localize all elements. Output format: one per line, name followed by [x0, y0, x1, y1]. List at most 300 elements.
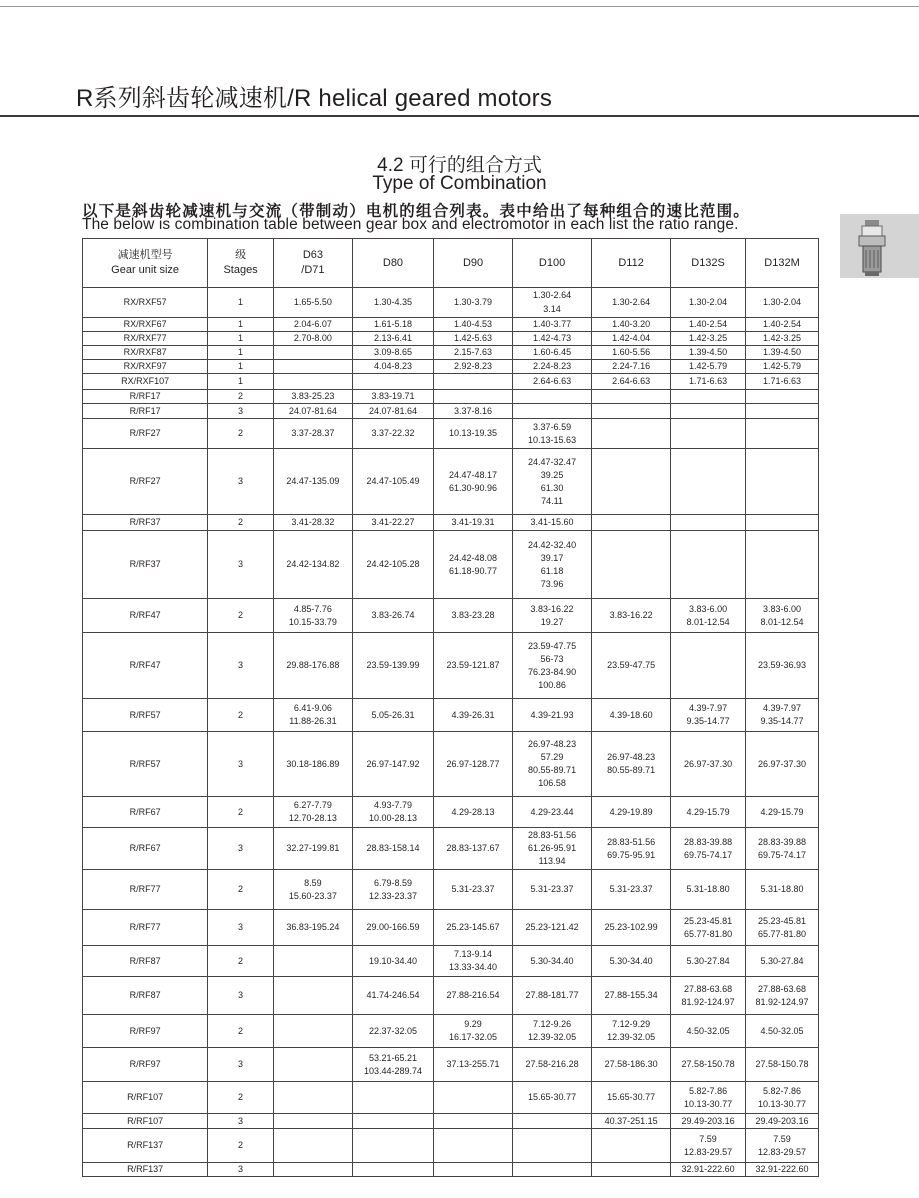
ratio-range: 22.37-32.05	[368, 1025, 417, 1036]
stages-cell: 1	[208, 318, 274, 332]
header-d100: D100	[513, 239, 592, 288]
stages-cell: 3	[208, 449, 274, 515]
ratio-range: 5.30-34.40	[609, 955, 653, 966]
gear-unit-cell: R/RF67	[83, 797, 208, 828]
ratio-cell	[592, 531, 671, 599]
header-stages-cn: 级	[235, 249, 247, 262]
ratio-range: 29.49-203.16	[755, 1115, 809, 1126]
gear-unit-cell: R/RF107	[83, 1082, 208, 1114]
ratio-range: 3.83-25.23	[291, 391, 335, 402]
ratio-cell	[671, 599, 746, 633]
stages-cell: 1	[208, 332, 274, 346]
ratio-cell	[434, 797, 513, 828]
ratio-range: 9.35-14.77	[760, 716, 804, 727]
ratio-range: 5.31-23.37	[609, 884, 653, 895]
ratio-range: 5.31-23.37	[451, 884, 495, 895]
ratio-cell	[746, 977, 819, 1015]
stages-cell: 2	[208, 599, 274, 633]
ratio-cell	[671, 1114, 746, 1129]
ratio-range: 27.88-216.54	[446, 990, 500, 1001]
ratio-range: 27.58-150.78	[755, 1059, 809, 1070]
ratio-cell	[513, 318, 592, 332]
table-row	[83, 797, 819, 828]
ratio-cell	[671, 1129, 746, 1163]
ratio-cell	[671, 977, 746, 1015]
ratio-range: 4.29-28.13	[451, 806, 495, 817]
ratio-cell	[434, 1082, 513, 1114]
ratio-cell	[513, 633, 592, 699]
ratio-range: 4.39-7.97	[689, 703, 728, 714]
ratio-range: 27.88-181.77	[525, 990, 579, 1001]
ratio-range: 1.60-6.45	[533, 347, 572, 358]
ratio-range: 23.59-121.87	[446, 660, 500, 671]
ratio-cell	[513, 699, 592, 732]
ratio-range: 8.01-12.54	[760, 616, 804, 627]
ratio-range: 12.39-32.05	[607, 1032, 656, 1043]
gear-unit-cell: R/RF77	[83, 910, 208, 946]
ratio-range: 32.91-222.60	[755, 1164, 809, 1175]
ratio-range: 8.59	[304, 877, 322, 888]
ratio-cell	[513, 515, 592, 531]
ratio-cell	[592, 946, 671, 977]
ratio-cell	[746, 699, 819, 732]
ratio-cell	[592, 374, 671, 390]
ratio-range: 53.21-65.21	[368, 1052, 417, 1063]
ratio-cell	[352, 374, 433, 390]
ratio-cell	[671, 419, 746, 449]
ratio-cell	[434, 449, 513, 515]
ratio-range: 1.42-5.79	[763, 361, 802, 372]
ratio-range: 4.29-15.79	[686, 806, 730, 817]
ratio-cell	[434, 1129, 513, 1163]
ratio-cell	[746, 1048, 819, 1082]
ratio-range: 26.97-48.23	[528, 739, 577, 750]
ratio-cell	[352, 288, 433, 318]
gear-unit-cell: R/RF97	[83, 1015, 208, 1048]
ratio-range: 26.97-48.23	[607, 752, 656, 763]
ratio-cell	[273, 1114, 352, 1129]
ratio-range: 113.94	[538, 856, 566, 867]
ratio-cell	[671, 870, 746, 910]
ratio-range: 80.55-89.71	[607, 765, 656, 776]
ratio-range: 7.12-9.29	[612, 1019, 651, 1030]
ratio-range: 29.49-203.16	[681, 1115, 735, 1126]
ratio-cell	[671, 699, 746, 732]
ratio-cell	[671, 946, 746, 977]
ratio-cell	[513, 449, 592, 515]
stages-cell: 2	[208, 1015, 274, 1048]
table-row	[83, 318, 819, 332]
gear-unit-cell: R/RF97	[83, 1048, 208, 1082]
ratio-range: 39.25	[540, 469, 564, 480]
ratio-cell	[746, 404, 819, 419]
header-gear-unit	[83, 239, 208, 288]
ratio-cell	[434, 699, 513, 732]
ratio-range: 1.40-3.20	[612, 319, 651, 329]
table-row	[83, 828, 819, 870]
ratio-range: 4.39-18.60	[609, 709, 653, 720]
ratio-range: 3.37-28.37	[291, 428, 335, 439]
ratio-range: 1.42-4.04	[612, 333, 651, 344]
ratio-range: 28.83-39.88	[684, 836, 733, 847]
ratio-range: 27.58-186.30	[604, 1059, 658, 1070]
ratio-range: 19.27	[540, 616, 564, 627]
ratio-range: 29.00-166.59	[366, 922, 420, 933]
table-row	[83, 1129, 819, 1163]
ratio-cell	[434, 288, 513, 318]
ratio-range: 69.75-74.17	[684, 849, 733, 860]
ratio-cell	[352, 946, 433, 977]
ratio-cell	[513, 374, 592, 390]
ratio-range: 3.14	[543, 303, 561, 314]
stages-cell: 3	[208, 1114, 274, 1129]
ratio-cell	[434, 346, 513, 360]
ratio-range: 29.88-176.88	[286, 660, 340, 671]
geared-motor-icon	[856, 220, 888, 276]
ratio-cell	[513, 797, 592, 828]
ratio-range: 5.82-7.86	[689, 1085, 728, 1096]
ratio-range: 4.29-15.79	[760, 806, 804, 817]
ratio-range: 25.23-45.81	[684, 915, 733, 926]
ratio-range: 15.65-30.77	[528, 1092, 577, 1103]
ratio-cell	[513, 910, 592, 946]
gear-unit-cell: R/RF87	[83, 946, 208, 977]
ratio-cell	[273, 699, 352, 732]
ratio-cell	[352, 797, 433, 828]
ratio-cell	[513, 419, 592, 449]
ratio-range: 5.30-27.84	[760, 955, 804, 966]
gear-unit-cell: R/RF137	[83, 1129, 208, 1163]
ratio-range: 3.09-8.65	[373, 347, 412, 358]
table-row	[83, 910, 819, 946]
ratio-cell	[513, 531, 592, 599]
ratio-cell	[746, 332, 819, 346]
table-header-row	[83, 239, 819, 288]
ratio-range: 1.30-2.64	[612, 296, 651, 307]
ratio-cell	[434, 1015, 513, 1048]
table-row	[83, 1082, 819, 1114]
ratio-cell	[352, 1048, 433, 1082]
ratio-cell	[746, 360, 819, 374]
ratio-range: 13.33-34.40	[449, 962, 498, 973]
ratio-cell	[513, 332, 592, 346]
ratio-range: 3.37-8.16	[454, 405, 493, 416]
ratio-cell	[671, 288, 746, 318]
ratio-range: 23.59-36.93	[757, 660, 807, 671]
section-title-en: Type of Combination	[372, 173, 547, 194]
gear-unit-cell: R/RF17	[83, 390, 208, 404]
ratio-range: 5.31-23.37	[530, 884, 574, 895]
ratio-cell	[746, 1163, 819, 1177]
ratio-range: 32.27-199.81	[286, 843, 340, 854]
ratio-range: 36.83-195.24	[286, 922, 340, 933]
ratio-cell	[273, 1082, 352, 1114]
ratio-range: 80.55-89.71	[528, 765, 577, 776]
ratio-range: 9.35-14.77	[686, 716, 730, 727]
ratio-range: 12.83-29.57	[757, 1146, 807, 1157]
ratio-range: 12.39-32.05	[528, 1032, 577, 1043]
ratio-cell	[513, 1129, 592, 1163]
intro-text-cn: 以下是斜齿轮减速机与交流（带制动）电机的组合列表。表中给出了每种组合的速比范围。	[82, 203, 751, 220]
ratio-range: 1.42-4.73	[533, 333, 572, 344]
ratio-cell	[513, 390, 592, 404]
ratio-range: 106.58	[538, 778, 566, 789]
ratio-range: 24.07-81.64	[368, 405, 417, 416]
table-row	[83, 1015, 819, 1048]
ratio-cell	[592, 390, 671, 404]
ratio-cell	[671, 1082, 746, 1114]
ratio-cell	[352, 1082, 433, 1114]
ratio-cell	[592, 732, 671, 797]
ratio-range: 5.31-18.80	[686, 884, 730, 895]
ratio-range: 27.58-150.78	[681, 1059, 735, 1070]
ratio-cell	[434, 390, 513, 404]
side-tab	[840, 214, 919, 278]
ratio-cell	[352, 360, 433, 374]
ratio-cell	[592, 1163, 671, 1177]
ratio-cell	[746, 797, 819, 828]
ratio-range: 30.18-186.89	[286, 758, 340, 769]
ratio-range: 10.13-30.77	[684, 1098, 733, 1109]
ratio-cell	[513, 1163, 592, 1177]
stages-cell: 1	[208, 360, 274, 374]
ratio-cell	[746, 419, 819, 449]
stages-cell: 2	[208, 797, 274, 828]
table-row	[83, 360, 819, 374]
ratio-cell	[273, 318, 352, 332]
ratio-cell	[434, 910, 513, 946]
ratio-range: 24.42-32.40	[528, 539, 577, 550]
ratio-cell	[671, 346, 746, 360]
table-row	[83, 977, 819, 1015]
ratio-range: 4.50-32.05	[686, 1025, 730, 1036]
ratio-cell	[352, 1114, 433, 1129]
ratio-cell	[592, 828, 671, 870]
ratio-range: 2.24-7.16	[612, 361, 651, 372]
ratio-range: 26.97-37.30	[757, 758, 807, 769]
ratio-cell	[746, 946, 819, 977]
ratio-cell	[434, 318, 513, 332]
table-row	[83, 288, 819, 318]
table-row	[83, 449, 819, 515]
ratio-cell	[273, 1048, 352, 1082]
ratio-cell	[352, 732, 433, 797]
ratio-cell	[434, 633, 513, 699]
ratio-range: 28.83-51.56	[528, 830, 577, 841]
ratio-cell	[513, 1015, 592, 1048]
header-d80: D80	[352, 239, 433, 288]
header-d63-line1: D63	[302, 249, 324, 262]
ratio-cell	[273, 346, 352, 360]
ratio-cell	[513, 828, 592, 870]
ratio-range: 27.88-63.68	[757, 983, 807, 994]
ratio-range: 1.30-4.35	[373, 296, 412, 307]
ratio-cell	[592, 1082, 671, 1114]
ratio-range: 61.18	[540, 565, 564, 576]
ratio-cell	[592, 699, 671, 732]
ratio-range: 1.30-2.04	[763, 296, 802, 307]
ratio-range: 7.59	[699, 1133, 717, 1144]
gear-unit-cell: RX/RXF97	[83, 360, 208, 374]
ratio-cell	[671, 515, 746, 531]
ratio-range: 1.30-2.04	[689, 296, 728, 307]
ratio-cell	[592, 870, 671, 910]
ratio-range: 1.61-5.18	[373, 319, 412, 329]
ratio-range: 26.97-128.77	[446, 758, 500, 769]
ratio-cell	[513, 977, 592, 1015]
gear-unit-cell: RX/RXF77	[83, 332, 208, 346]
ratio-range: 24.42-105.28	[366, 559, 420, 570]
ratio-range: 24.07-81.64	[288, 405, 337, 416]
ratio-cell	[273, 797, 352, 828]
ratio-range: 26.97-37.30	[684, 758, 733, 769]
ratio-range: 4.29-19.89	[609, 806, 653, 817]
table-row	[83, 633, 819, 699]
ratio-range: 61.18-90.77	[449, 565, 498, 576]
ratio-range: 6.41-9.06	[293, 703, 332, 714]
header-gear-unit-en: Gear unit size	[111, 264, 180, 276]
ratio-cell	[513, 599, 592, 633]
ratio-cell	[434, 374, 513, 390]
ratio-range: 8.01-12.54	[686, 616, 730, 627]
ratio-range: 5.82-7.86	[763, 1085, 802, 1096]
ratio-range: 6.27-7.79	[293, 800, 332, 811]
ratio-range: 65.77-81.80	[684, 928, 733, 939]
ratio-cell	[273, 828, 352, 870]
header-rule	[0, 115, 919, 117]
ratio-cell	[746, 1015, 819, 1048]
ratio-range: 32.91-222.60	[681, 1164, 735, 1175]
table-row	[83, 870, 819, 910]
gear-unit-cell: R/RF107	[83, 1114, 208, 1129]
ratio-cell	[434, 732, 513, 797]
gear-unit-cell: R/RF57	[83, 699, 208, 732]
gear-unit-cell: R/RF47	[83, 599, 208, 633]
ratio-cell	[434, 946, 513, 977]
ratio-range: 11.88-26.31	[289, 716, 337, 727]
table-row	[83, 599, 819, 633]
ratio-range: 4.04-8.23	[373, 361, 412, 372]
ratio-cell	[746, 633, 819, 699]
ratio-cell	[746, 1129, 819, 1163]
ratio-range: 2.24-8.23	[533, 361, 572, 372]
ratio-cell	[434, 977, 513, 1015]
ratio-range: 69.75-95.91	[607, 849, 656, 860]
gear-unit-cell: R/RF37	[83, 531, 208, 599]
ratio-cell	[592, 515, 671, 531]
ratio-range: 4.93-7.79	[373, 800, 412, 811]
ratio-range: 5.30-27.84	[686, 955, 730, 966]
ratio-cell	[434, 360, 513, 374]
ratio-range: 3.83-16.22	[609, 610, 653, 621]
ratio-cell	[273, 515, 352, 531]
ratio-cell	[671, 633, 746, 699]
ratio-cell	[352, 390, 433, 404]
ratio-cell	[352, 404, 433, 419]
stages-cell: 3	[208, 977, 274, 1015]
ratio-range: 1.65-5.50	[293, 296, 332, 307]
table-row	[83, 346, 819, 360]
ratio-cell	[273, 531, 352, 599]
stages-cell: 2	[208, 515, 274, 531]
table-row	[83, 1048, 819, 1082]
ratio-range: 2.64-6.63	[612, 376, 651, 387]
gear-unit-cell: RX/RXF107	[83, 374, 208, 390]
ratio-cell	[352, 419, 433, 449]
ratio-cell	[746, 515, 819, 531]
stages-cell: 1	[208, 346, 274, 360]
table-row	[83, 390, 819, 404]
table-row	[83, 515, 819, 531]
ratio-cell	[273, 419, 352, 449]
ratio-cell	[273, 732, 352, 797]
ratio-cell	[352, 318, 433, 332]
ratio-cell	[671, 1163, 746, 1177]
gear-unit-cell: R/RF27	[83, 419, 208, 449]
section-title-cn: 4.2 可行的组合方式	[377, 155, 542, 176]
ratio-cell	[273, 633, 352, 699]
ratio-cell	[434, 332, 513, 346]
ratio-range: 3.83-6.00	[689, 603, 728, 614]
ratio-range: 1.39-4.50	[689, 347, 728, 358]
ratio-range: 25.23-45.81	[757, 915, 807, 926]
ratio-range: 23.59-139.99	[366, 660, 420, 671]
ratio-range: 3.41-19.31	[451, 517, 495, 528]
top-rule	[0, 6, 919, 7]
ratio-range: 4.39-21.93	[530, 709, 574, 720]
ratio-range: 2.64-6.63	[533, 376, 572, 387]
table-row	[83, 374, 819, 390]
ratio-range: 12.83-29.57	[684, 1146, 733, 1157]
ratio-cell	[592, 360, 671, 374]
ratio-range: 27.88-63.68	[684, 983, 733, 994]
ratio-cell	[746, 318, 819, 332]
ratio-range: 2.04-6.07	[293, 319, 332, 329]
ratio-range: 15.65-30.77	[607, 1092, 656, 1103]
ratio-range: 69.75-74.17	[757, 849, 807, 860]
header-d90: D90	[434, 239, 513, 288]
ratio-range: 5.30-34.40	[530, 955, 574, 966]
ratio-range: 25.23-145.67	[446, 922, 500, 933]
table-body	[83, 288, 819, 1177]
ratio-cell	[592, 1048, 671, 1082]
ratio-range: 5.05-26.31	[371, 709, 415, 720]
ratio-cell	[434, 828, 513, 870]
ratio-cell	[273, 332, 352, 346]
ratio-cell	[592, 419, 671, 449]
ratio-cell	[513, 946, 592, 977]
header-stages-en: Stages	[223, 264, 258, 276]
ratio-cell	[746, 910, 819, 946]
stages-cell: 1	[208, 288, 274, 318]
ratio-range: 10.13-15.63	[528, 434, 577, 445]
stages-cell: 2	[208, 1082, 274, 1114]
table-row	[83, 699, 819, 732]
ratio-cell	[352, 346, 433, 360]
ratio-range: 1.40-4.53	[454, 319, 493, 329]
stages-cell: 2	[208, 390, 274, 404]
header-d63-line2: /D71	[301, 264, 325, 276]
ratio-range: 1.71-6.63	[763, 376, 802, 387]
ratio-cell	[352, 828, 433, 870]
ratio-range: 100.86	[538, 679, 566, 690]
ratio-range: 1.40-2.54	[763, 319, 802, 329]
ratio-cell	[592, 1114, 671, 1129]
ratio-cell	[746, 449, 819, 515]
ratio-cell	[434, 1163, 513, 1177]
ratio-cell	[592, 797, 671, 828]
ratio-range: 25.23-121.42	[525, 922, 579, 933]
